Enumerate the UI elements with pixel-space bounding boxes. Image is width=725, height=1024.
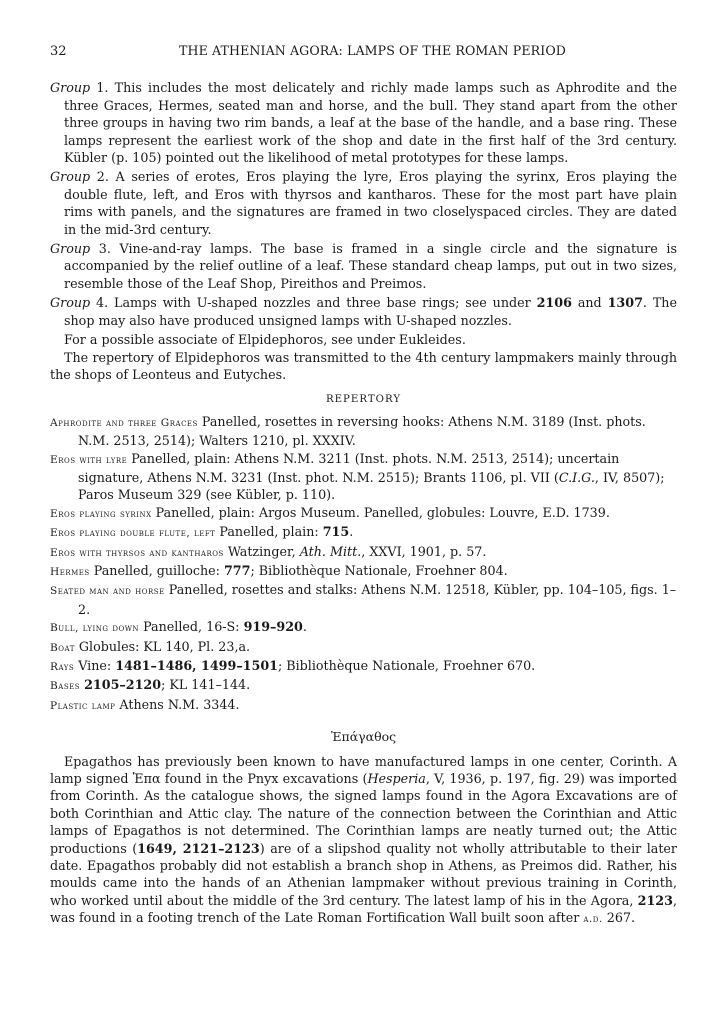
entry-head: Eros with lyre xyxy=(50,453,128,466)
epagathos-section xyxy=(50,753,677,929)
repertory-entry: Rays Vine: 1481–1486, 1499–1501; Bibliothèque Nationale, Froehner 670. xyxy=(50,658,536,673)
group-label: Group xyxy=(50,295,91,311)
catalogue-ref: 777 xyxy=(223,562,251,578)
repertory-entry: Aphrodite and three Graces Panelled, rosettes in reversing hooks: Athens N.M. 3189 (Inst. phots. N.M. 2513, 2514); Walters 1210, pl. XXXIV. xyxy=(50,413,646,449)
running-title: THE ATHENIAN AGORA: LAMPS OF THE ROMAN PERIOD xyxy=(179,43,566,58)
catalogue-ref: 2123 xyxy=(637,892,673,908)
section-title: Ἐπάγαθος xyxy=(330,729,397,745)
repertory-entry: Hermes Panelled, guilloche: 777; Bibliothèque Nationale, Froehner 804. xyxy=(50,562,508,578)
repertory-entry: Boat Globules: KL 140, Pl. 23,a. xyxy=(50,638,251,654)
entry-head: Eros playing syrinx xyxy=(50,507,152,520)
entry-head: Hermes xyxy=(50,565,90,578)
page-number: 32 xyxy=(50,44,67,59)
catalogue-ref: 1307 xyxy=(607,295,643,311)
repertory-entry: Seated man and horse Panelled, rosettes and stalks: Athens N.M. 12518, Kübler, pp. 104–105, figs. 1–2. xyxy=(50,582,677,617)
repertory-entry: Eros playing double flute, left Panelled, plain: 715. xyxy=(50,524,354,540)
associate-paragraph: For a possible associate of Elpidephoros, see under Eukleides. xyxy=(64,332,466,348)
repertory-entry: Bases 2105–2120; KL 141–144. xyxy=(50,677,251,693)
group-label: Group xyxy=(50,241,91,257)
groups-section xyxy=(50,79,677,329)
entry-head: Boat xyxy=(50,641,75,654)
repertory-heading: REPERTORY xyxy=(325,394,402,406)
entry-head: Aphrodite and three Graces xyxy=(50,416,198,429)
entry-head: Rays xyxy=(50,661,75,673)
group-label: Group xyxy=(50,169,91,185)
repertory-entry: Eros playing syrinx Panelled, plain: Argos Museum. Panelled, globules: Louvre, E.D. 1739. xyxy=(50,504,610,520)
entry-head: Bull, lying down xyxy=(50,622,140,635)
repertory-intro-paragraph: The repertory of Elpidephoros was transmitted to the 4th century lampmakers mainly through the shops of Leonteus and Eutyches. xyxy=(50,349,677,382)
group-4-paragraph: Group 4. Lamps with U-shaped nozzles and three base rings; see under 2106 and 1307. The shop may also have produced unsigned lamps with U-shaped nozzles. xyxy=(50,295,677,328)
repertory-list xyxy=(50,413,677,716)
epagathos-paragraph: Epagathos has previously been known to have manufactured lamps in one center, Corinth. A lamp signed Ἐπα found in the Pnyx excavations (Hesperia, V, 1936, p. 197, fig. 29) was imported from Corinth. As the catalogue shows, the signed lamps found in the Agora Excavations are of both Corinthian and Attic clay. The nature of the connection between the Corinthian and Attic lamps of Epagathos is not determined. The Corinthian lamps are neatly turned out; the Attic productions (1649, 2121–2123) are of a slipshod quality not wholly attributable to their later date. Epagathos probably did not establish a branch shop in Athens, as Preimos did. Rather, his moulds came into the hands of an Athenian lampmaker without previous training in Corinth, who worked until about the middle of the 3rd century. The latest lamp of his in the Agora, 2123, was found in a footing trench of the Late Roman Fortification Wall built soon after a.d. 267. xyxy=(50,753,677,926)
entry-head: Eros playing double flute, left xyxy=(50,527,216,540)
catalogue-ref: 1649, 2121–2123 xyxy=(137,840,260,856)
catalogue-ref: 919–920 xyxy=(243,619,303,635)
page-header xyxy=(50,42,677,60)
repertory-entry: Eros with thyrsos and kantharos Watzinger, Ath. Mitt., XXVI, 1901, p. 57. xyxy=(50,543,487,559)
entry-head: Eros with thyrsos and kantharos xyxy=(50,546,224,559)
catalogue-ref: 2105–2120 xyxy=(84,677,162,693)
entry-head: Plastic lamp xyxy=(50,699,116,712)
entry-head: Seated man and horse xyxy=(50,585,165,598)
repertory-entry: Bull, lying down Panelled, 16-S: 919–920. xyxy=(50,619,307,635)
group-1-paragraph: Group 1. This includes the most delicately and richly made lamps such as Aphrodite and the three Graces, Hermes, seated man and horse, and the bull. They stand apart from the other three groups in having two rim bands, a leaf at the base of the handle, and a base ring. These lamps represent the earliest work of the shop and date in the first half of the 3rd century. Kübler (p. 105) pointed out the likelihood of metal prototypes for these lamps. xyxy=(50,80,677,166)
group-3-paragraph: Group 3. Vine-and-ray lamps. The base is framed in a single circle and the signature is accompanied by the relief outline of a leaf. These standard cheap lamps, put out in two sizes, resemble those of the Leaf Shop, Pireithos and Preimos. xyxy=(50,241,678,291)
group-label: Group xyxy=(50,80,91,96)
repertory-entry: Plastic lamp Athens N.M. 3344. xyxy=(50,696,240,712)
catalogue-ref: 1481–1486, 1499–1501 xyxy=(115,658,278,673)
repertory-entry: Eros with lyre Panelled, plain: Athens N.M. 3211 (Inst. phots. N.M. 2513, 2514); uncertain signature, Athens N.M. 3231 (Inst. phot. N.M. 2515); Brants 1106, pl. VII (C.I.G., IV, 8507); Paros Museum 329 (see Kübler, p. 110). xyxy=(50,450,665,503)
catalogue-ref: 2106 xyxy=(536,295,572,311)
catalogue-ref: 715 xyxy=(322,524,350,540)
group-2-paragraph: Group 2. A series of erotes, Eros playing the lyre, Eros playing the syrinx, Eros playing the double flute, left, and Eros with thyrsos and kantharos. These for the most part have plain rims with panels, and the signatures are framed in two closelyspaced circles. They are dated in the mid-3rd century. xyxy=(50,169,678,237)
entry-head: Bases xyxy=(50,680,81,693)
